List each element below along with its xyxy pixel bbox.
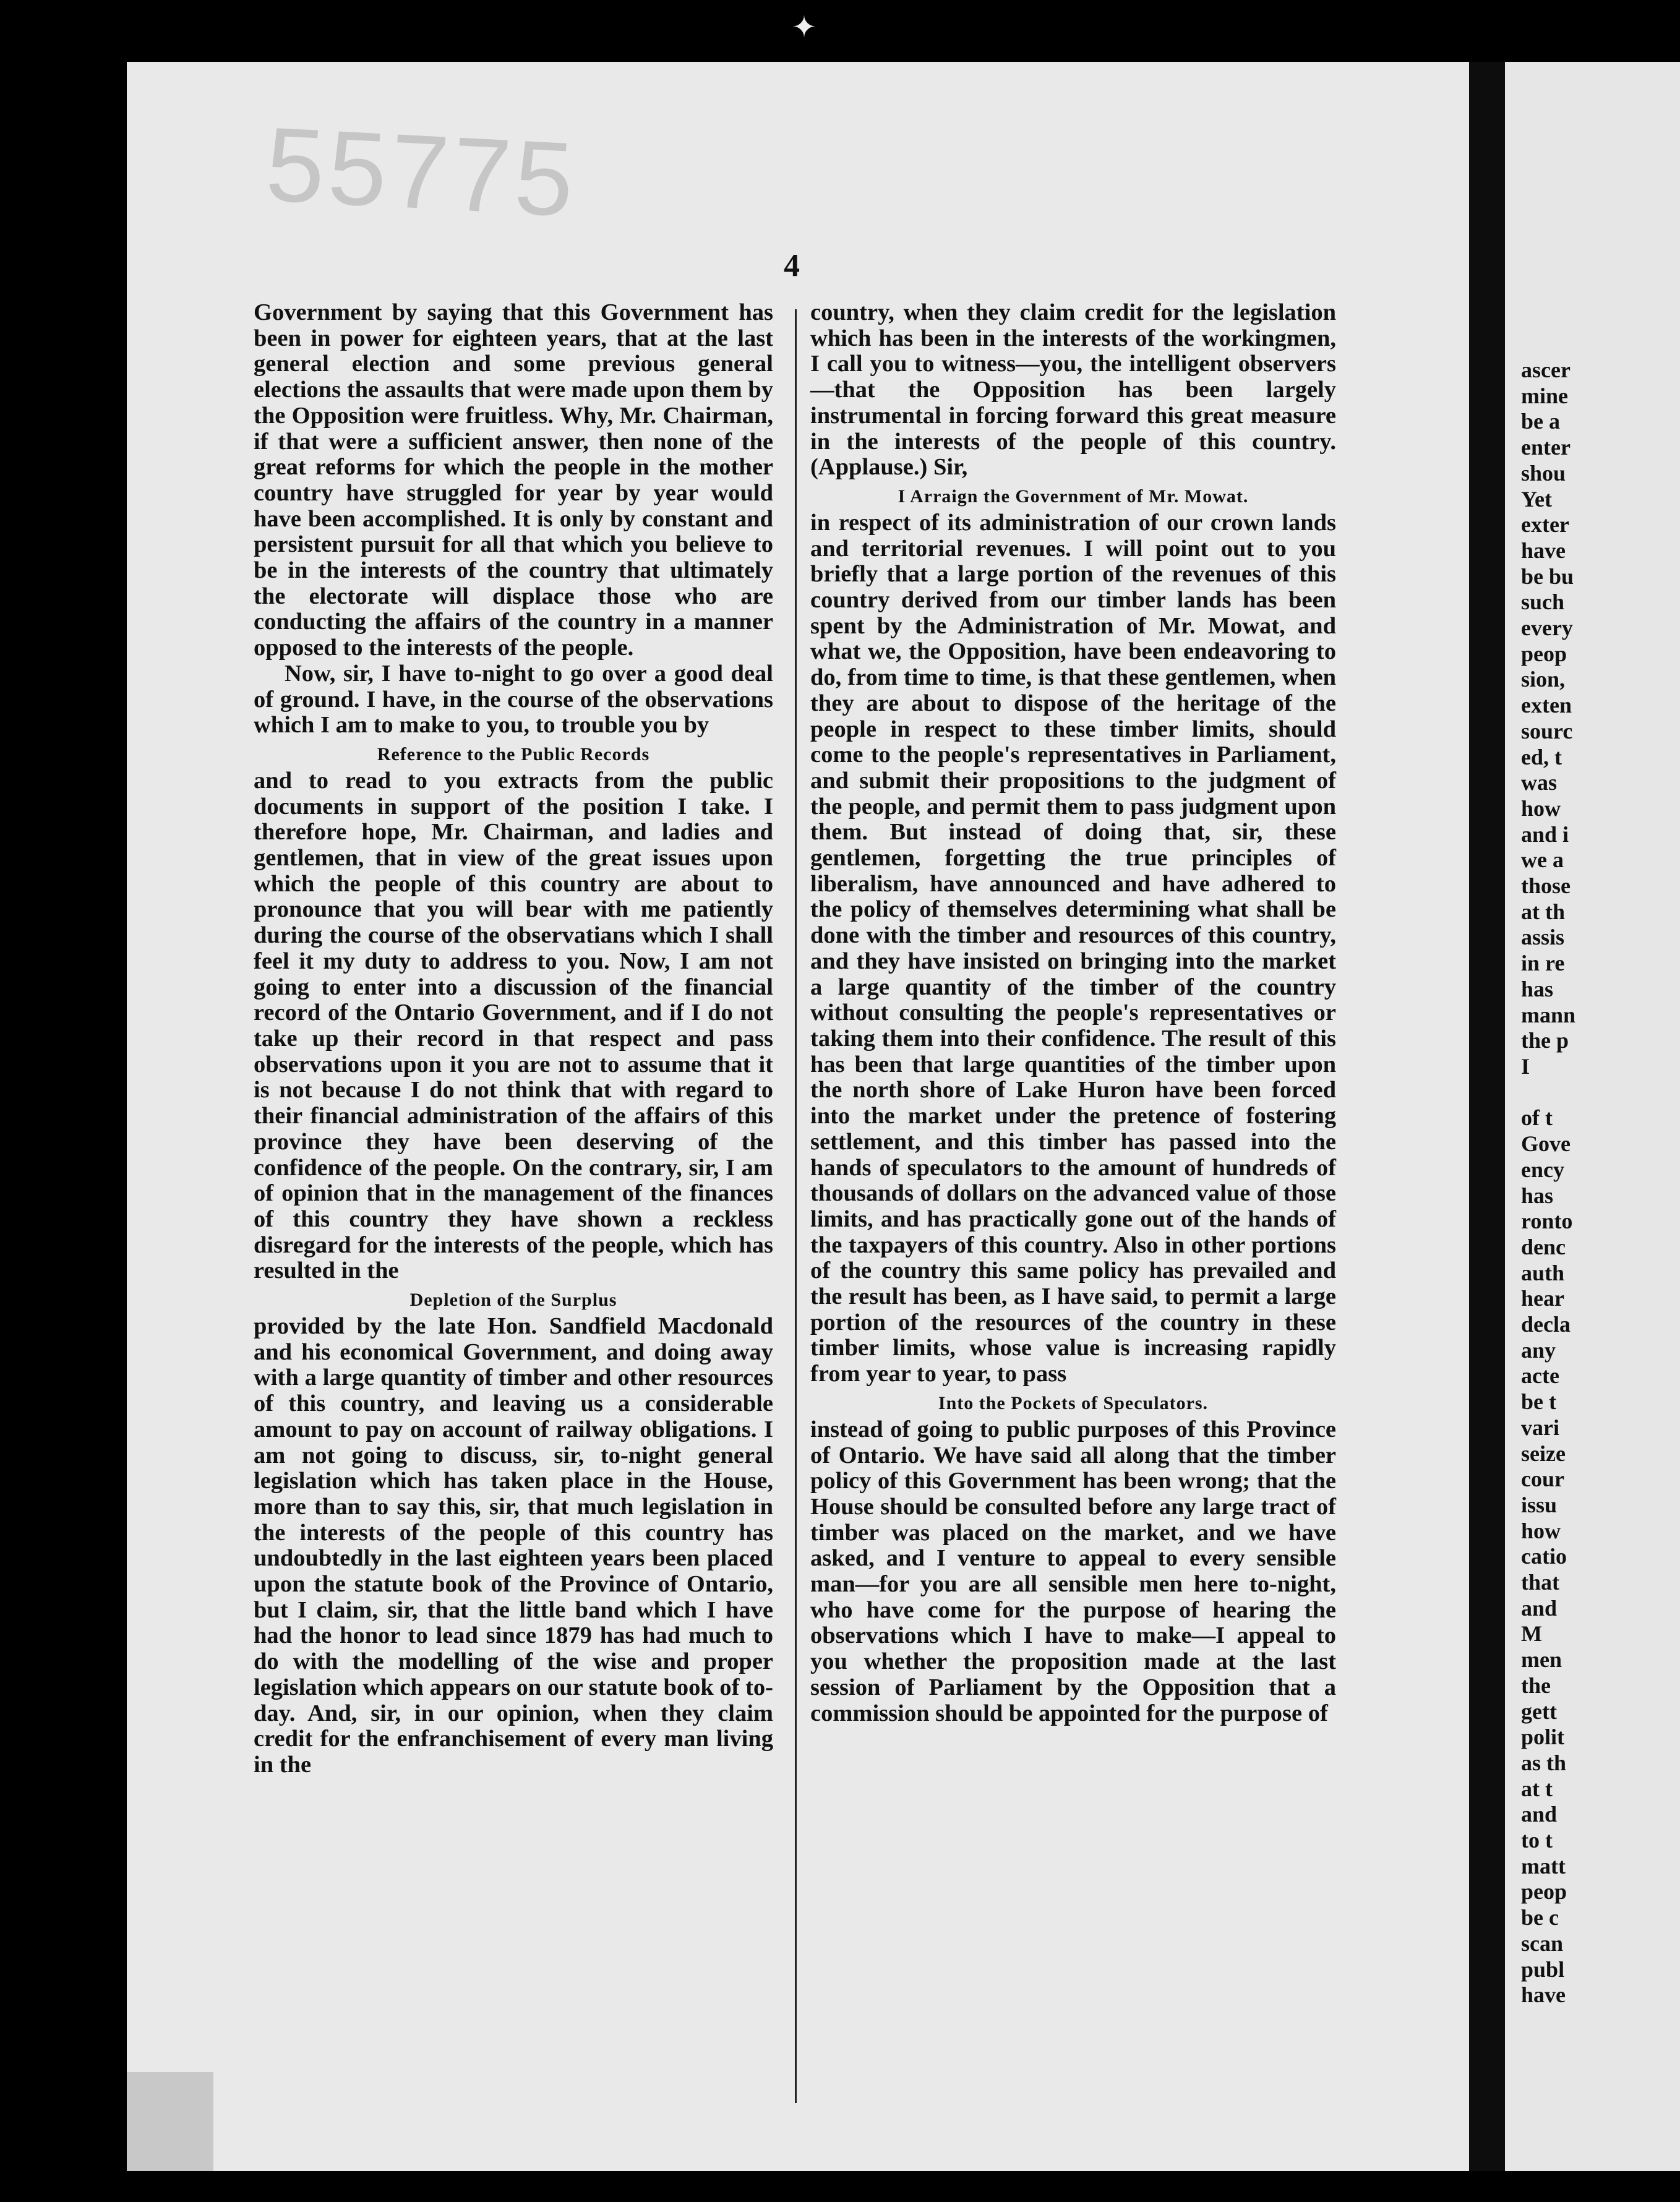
adjacent-page-line: ascer — [1521, 358, 1571, 382]
adjacent-page-line: sourc — [1521, 718, 1573, 743]
adjacent-page-line: vari — [1521, 1415, 1559, 1440]
adjacent-page-line: of t — [1521, 1105, 1553, 1131]
adjacent-page-line: M — [1521, 1621, 1542, 1647]
subheading: Reference to the Public Records — [377, 743, 650, 765]
adjacent-page-line: that — [1521, 1570, 1559, 1595]
adjacent-page-line: to t — [1521, 1828, 1553, 1853]
adjacent-page-line: the p — [1521, 1028, 1569, 1053]
adjacent-page — [1505, 62, 1680, 2171]
adjacent-page-line: every — [1521, 615, 1573, 641]
page-number: 4 — [784, 248, 800, 283]
paragraph: Government by saying that this Government has been in power for eighteen years, that at the last general election and some previous general elections the assaults that were made upon them by the Opposition were fruitless. Why, Mr. Chairman, if that were a sufficient answer, then none of the great reforms for which the people in the mother country have struggled for year by year would have been accomplished. It is only by constant and persistent pursuit for all that which you believe to be in the interests of the country that ultimately the electorate will displace those who are conducting the affairs of the country in a manner opposed to the interests of the people. — [254, 299, 773, 661]
adjacent-page-line: issu — [1521, 1492, 1558, 1517]
faded-stamp: 55775 — [263, 105, 580, 239]
adjacent-page-line: shou — [1521, 460, 1566, 486]
adjacent-page-line: decla — [1521, 1312, 1571, 1337]
adjacent-page-line: matt — [1521, 1853, 1566, 1879]
adjacent-page-line: publ — [1521, 1956, 1565, 1982]
adjacent-page-line: be c — [1521, 1905, 1559, 1930]
adjacent-page-line: sion, — [1521, 667, 1566, 692]
paragraph: country, when they claim credit for the legislation which has been in the interests of the workingmen, I call you to witness—you, the intelligent observers—that the Opposition has been largely instrumental in forcing forward this great measure in the interests of the people of this country. (Applause.) Sir, — [810, 299, 1336, 481]
adjacent-page-line: how — [1521, 1518, 1561, 1543]
page-corner-shadow — [127, 2072, 213, 2171]
adjacent-page-line: ency — [1521, 1157, 1564, 1182]
adjacent-page-line: and — [1521, 1595, 1558, 1621]
adjacent-page-line: and — [1521, 1802, 1558, 1827]
adjacent-page-line: seize — [1521, 1441, 1566, 1466]
adjacent-page-text — [1505, 358, 1575, 2008]
adjacent-page-line: exter — [1521, 512, 1569, 538]
adjacent-page-line: those — [1521, 873, 1571, 899]
adjacent-page-line: scan — [1521, 1930, 1564, 1956]
adjacent-page-line: be bu — [1521, 563, 1574, 589]
column-rule — [795, 309, 797, 2103]
adjacent-page-line: Gove — [1521, 1131, 1571, 1157]
adjacent-page-line: have — [1521, 1982, 1566, 2008]
adjacent-page-line: has — [1521, 976, 1554, 1001]
page-gutter — [1469, 62, 1505, 2171]
adjacent-page-line: ed, t — [1521, 744, 1562, 769]
adjacent-page-line: assis — [1521, 925, 1565, 950]
paragraph: Now, sir, I have to-night to go over a good deal of ground. I have, in the course of the observations which I am to make to you, to trouble you by — [254, 660, 773, 739]
middle-column — [810, 300, 1336, 1726]
adjacent-page-line: hear — [1521, 1286, 1564, 1311]
adjacent-page-line: acte — [1521, 1363, 1559, 1389]
adjacent-page-line: any — [1521, 1337, 1556, 1363]
adjacent-page-line: be a — [1521, 409, 1560, 434]
adjacent-page-line: ronto — [1521, 1209, 1573, 1234]
adjacent-page-line: enter — [1521, 435, 1571, 460]
adjacent-page-line: men — [1521, 1647, 1562, 1673]
adjacent-page-line: denc — [1521, 1234, 1566, 1259]
paragraph: instead of going to public purposes of this Province of Ontario. We have said all along that the timber policy of this Government has been wrong; that the House should be consulted before any large tract of timber was placed on the market, and we have asked, and I venture to appeal to every sensible man—for you are all sensible men here to-night, who have come for the purpose of hearing the observations which I have to make—I appeal to you whether the proposition made at the last session of Parliament by the Opposition that a commission should be appointed for the purpose of — [810, 1416, 1336, 1726]
adjacent-page-line: peop — [1521, 641, 1567, 666]
adjacent-page-line: catio — [1521, 1544, 1567, 1569]
subheading: I Arraign the Government of Mr. Mowat. — [898, 486, 1249, 507]
adjacent-page-line: has — [1521, 1183, 1554, 1208]
adjacent-page-line: gett — [1521, 1699, 1557, 1724]
paragraph: provided by the late Hon. Sandfield Macdonald and his economical Government, and doing away with a large quantity of timber and other resources of this country, and leaving us a considerable amount to pay on account of railway obligations. I am not going to discuss, sir, to-night general legislation which has taken place in the House, more than to say this, sir, that much legislation in the interests of the people of this country has undoubtedly in the last eighteen years been placed upon the statute book of the Province of Ontario, but I claim, sir, that the little band which I have had the honor to lead since 1879 has had much to do with the modelling of the wise and proper legislation which appears on our statute book of to-day. And, sir, in our opinion, when they claim credit for the enfranchisement of every man living in the — [254, 1313, 773, 1778]
adjacent-page-line: was — [1521, 770, 1558, 795]
scan-smudge: ✦ — [791, 11, 817, 44]
adjacent-page-line: exten — [1521, 693, 1572, 718]
adjacent-page-line: peop — [1521, 1879, 1567, 1904]
adjacent-page-line: mine — [1521, 383, 1568, 408]
adjacent-page-line: in re — [1521, 951, 1565, 976]
adjacent-page-line: at t — [1521, 1776, 1553, 1801]
adjacent-page-line: as th — [1521, 1750, 1567, 1775]
adjacent-page-line: we a — [1521, 847, 1564, 873]
adjacent-page-line: auth — [1521, 1260, 1565, 1285]
adjacent-page-line: and i — [1521, 821, 1569, 847]
adjacent-page-line — [1521, 1080, 1575, 1106]
adjacent-page-line: the — [1521, 1673, 1551, 1698]
subheading: Into the Pockets of Speculators. — [938, 1392, 1209, 1413]
adjacent-page-line: polit — [1521, 1724, 1565, 1750]
adjacent-page-line: such — [1521, 589, 1565, 615]
adjacent-page-line: mann — [1521, 1002, 1576, 1027]
adjacent-page-line: be t — [1521, 1389, 1556, 1415]
adjacent-page-line: how — [1521, 795, 1561, 821]
adjacent-page-line: cour — [1521, 1467, 1564, 1492]
subheading: Depletion of the Surplus — [409, 1290, 617, 1311]
paragraph: in respect of its administration of our crown lands and territorial revenues. I will point out to you briefly that a large portion of the revenues of this country derived from our timber lands has been spent by the Administration of Mr. Mowat, and what we, the Opposition, have been endeavoring to do, from time to time, is that these gentlemen, when they are about to dispose of the heritage of the people in respect to these timber limits, should come to the people's representatives in Parliament, and submit their propositions to the judgment of the people, and permit them to pass judgment upon them. But instead of doing that, sir, these gentlemen, forgetting the true principles of liberalism, have announced and have adhered to the policy of themselves determining what shall be done with the timber and resources of this country, and they have insisted on bringing into the market a large quantity of the timber of the country without consulting the people's representatives or taking them into their confidence. The result of this has been that large quantities of the timber upon the north shore of Lake Huron have been forced into the market under the pretence of fostering settlement, and this timber has passed into the hands of speculators to the amount of hundreds of thousands of dollars on the advanced value of those limits, and has practically gone out of the hands of the taxpayers of this country. Also in other portions of the country this same policy has prevailed and the result has been, as I have said, to permit a large portion of the resources of the country in these timber limits, whose value is increasing rapidly from year to year, to pass — [810, 509, 1336, 1387]
adjacent-page-line: Yet — [1521, 486, 1552, 512]
left-column — [254, 300, 773, 1778]
paragraph: and to read to you extracts from the public documents in support of the position I take. I therefore hope, Mr. Chairman, and ladies and gentlemen, that in view of the great issues upon which the people of this country are about to pronounce that you will bear with me patiently during the course of the observatians which I shall feel it my duty to address to you. Now, I am not going to enter into a discussion of the financial record of the Ontario Government, and if I do not take up their record in that respect and pass observations upon it you are not to assume that it is not because I do not think that with regard to their financial administration of the affairs of this province they have been deserving of the confidence of the people. On the contrary, sir, I am of opinion that in the management of the finances of this country they have shown a reckless disregard for the interests of the people, which has resulted in the — [254, 767, 773, 1284]
adjacent-page-line: have — [1521, 538, 1566, 563]
adjacent-page-line: at th — [1521, 899, 1565, 924]
adjacent-page-line: I — [1521, 1053, 1530, 1079]
